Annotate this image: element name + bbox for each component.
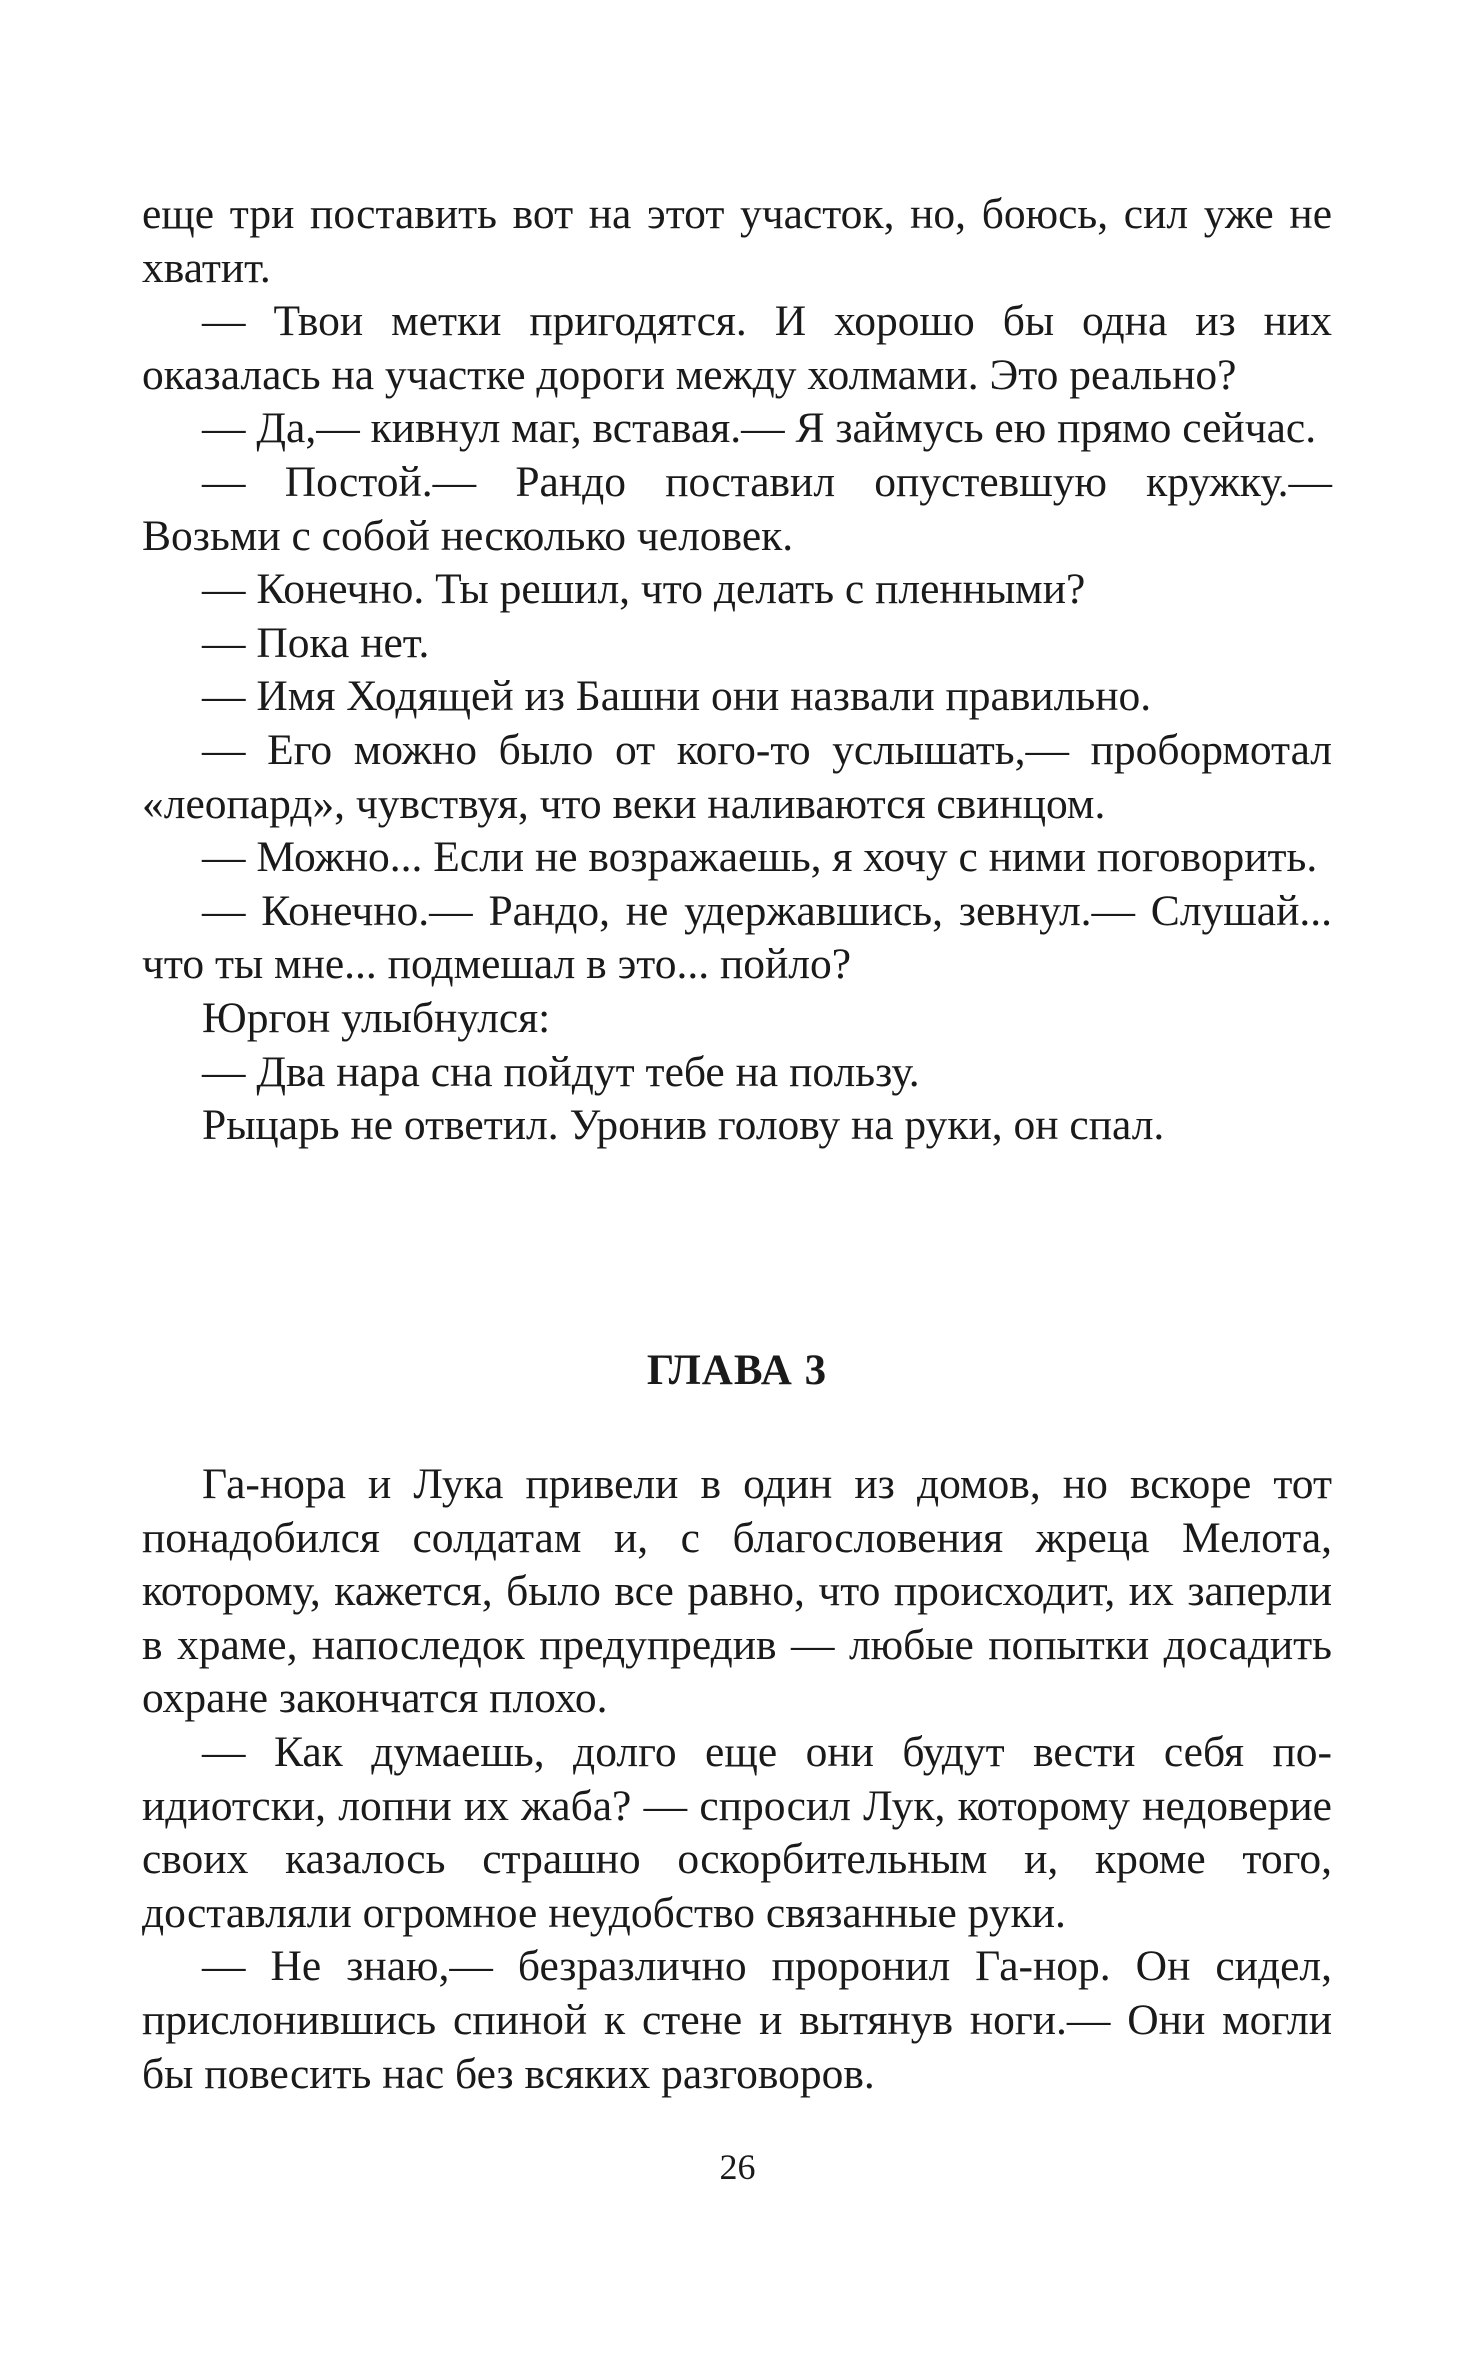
chapter-heading-container: [142, 1344, 1332, 1397]
paragraph: — Конечно. Ты решил, что делать с пленными?: [202, 565, 1086, 614]
paragraph: — Твои метки пригодятся. И хорошо бы одна из них оказалась на участке дороги между холмами. Это реально?: [142, 297, 1332, 399]
paragraph: Рыцарь не ответил. Уронив голову на руки, он спал.: [202, 1101, 1165, 1150]
paragraph: — Не знаю,— безразлично проронил Га-нор. Он сидел, прислонившись спиной к стене и вытянув ноги.— Они могли бы повесить нас без всяких разговоров.: [142, 1942, 1332, 2098]
paragraph: — Постой.— Рандо поставил опустевшую кружку.— Возьми с собой несколько человек.: [142, 457, 1332, 560]
paragraph: — Его можно было от кого-то услышать,— пробормотал «леопард», чувствуя, что веки наливаются свинцом.: [142, 725, 1332, 828]
paragraph: — Конечно.— Рандо, не удержавшись, зевнул.— Слушай... что ты мне... подмешал в это... пойло?: [142, 886, 1332, 989]
paragraph: Юргон улыбнулся:: [202, 993, 551, 1042]
paragraph: — Как думаешь, долго еще они будут вести себя по-идиотски, лопни их жаба? — спросил Лук, которому недоверие своих казалось страшно оскорбительным и, кроме того, доставляли огромное неудобство связанные руки.: [142, 1727, 1332, 1937]
paragraph: — Два нара сна пойдут тебе на пользу.: [202, 1047, 920, 1096]
page-number: 26: [719, 2147, 756, 2187]
chapter-title: ГЛАВА 3: [646, 1347, 828, 1394]
paragraph: — Имя Ходящей из Башни они назвали правильно.: [202, 672, 1152, 721]
paragraph: Га-нора и Лука привели в один из домов, но вскоре тот понадобился солдатам и, с благословения жреца Мелота, которому, кажется, было все равно, что происходит, их заперли в храме, напоследок предупредив — любые попытки досадить охране закончатся плохо.: [142, 1460, 1332, 1723]
text-section-chapter-3: [142, 1458, 1332, 2101]
paragraph: — Можно... Если не возражаешь, я хочу с ними поговорить.: [202, 833, 1318, 882]
text-section-before-chapter: [142, 188, 1332, 1153]
paragraph: — Да,— кивнул маг, вставая.— Я займусь ею прямо сейчас.: [202, 404, 1317, 453]
paragraph: — Пока нет.: [202, 618, 430, 667]
paragraph: еще три поставить вот на этот участок, но, боюсь, сил уже не хватит.: [142, 190, 1332, 292]
